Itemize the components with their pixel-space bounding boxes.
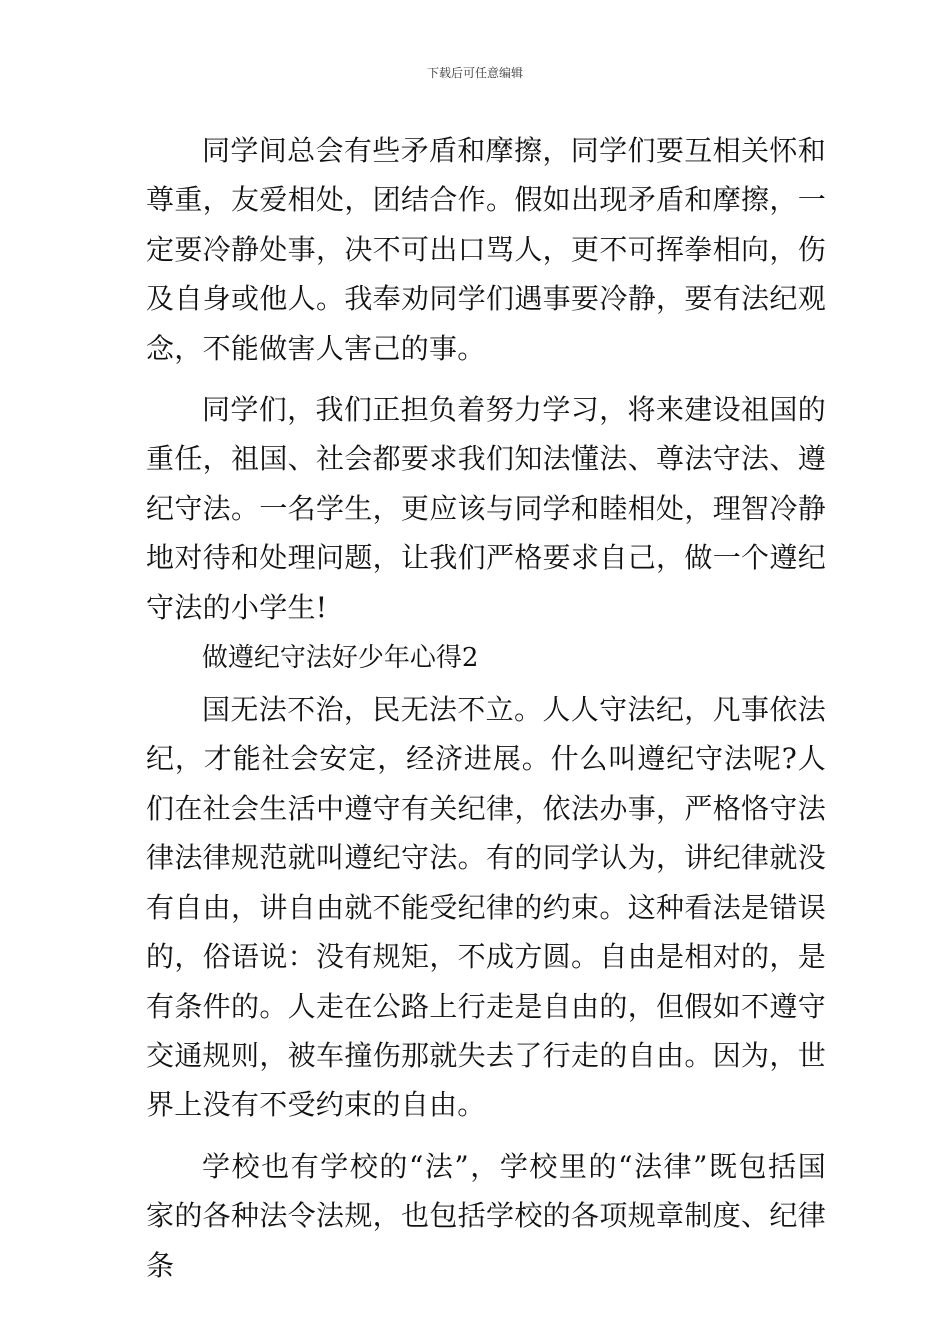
section-heading: 做遵纪守法好少年心得2 (201, 643, 479, 674)
paragraph-3: 国无法不治，民无法不立。人人守法纪，凡事依法纪，才能社会安定，经济进展。什么叫遵纪守法呢?人们在社会生活中遵守有关纪律，依法办事，严格恪守法律法律规范就叫遵纪守法。有的同学认为，讲纪律就没有自由，讲自由就不能受纪律的约束。这种看法是错误的，俗语说：没有规矩，不成方圆。自由是相对的，是有条件的。人走在公路上行走是自由的，但假如不遵守交通规则，被车撞伤那就失去了行走的自由。因为，世界上没有不受约束的自由。 (146, 693, 826, 1122)
paragraph-4: 学校也有学校的“法”，学校里的“法律”既包括国家的各种法令法规，也包括学校的各项规章制度、纪律条 (146, 1149, 826, 1282)
document-body (146, 126, 826, 1290)
page-header: 下载后可任意编辑 (426, 66, 523, 80)
paragraph-2: 同学们，我们正担负着努力学习，将来建设祖国的重任，祖国、社会都要求我们知法懂法、尊法守法、遵纪守法。一名学生，更应该与同学和睦相处，理智冷静地对待和处理问题，让我们严格要求自己，做一个遵纪守法的小学生! (146, 393, 826, 624)
paragraph-1: 同学间总会有些矛盾和摩擦，同学们要互相关怀和尊重，友爱相处，团结合作。假如出现矛盾和摩擦，一定要冷静处事，决不可出口骂人，更不可挥拳相向，伤及自身或他人。我奉劝同学们遇事要冷静，要有法纪观念，不能做害人害己的事。 (146, 134, 826, 365)
